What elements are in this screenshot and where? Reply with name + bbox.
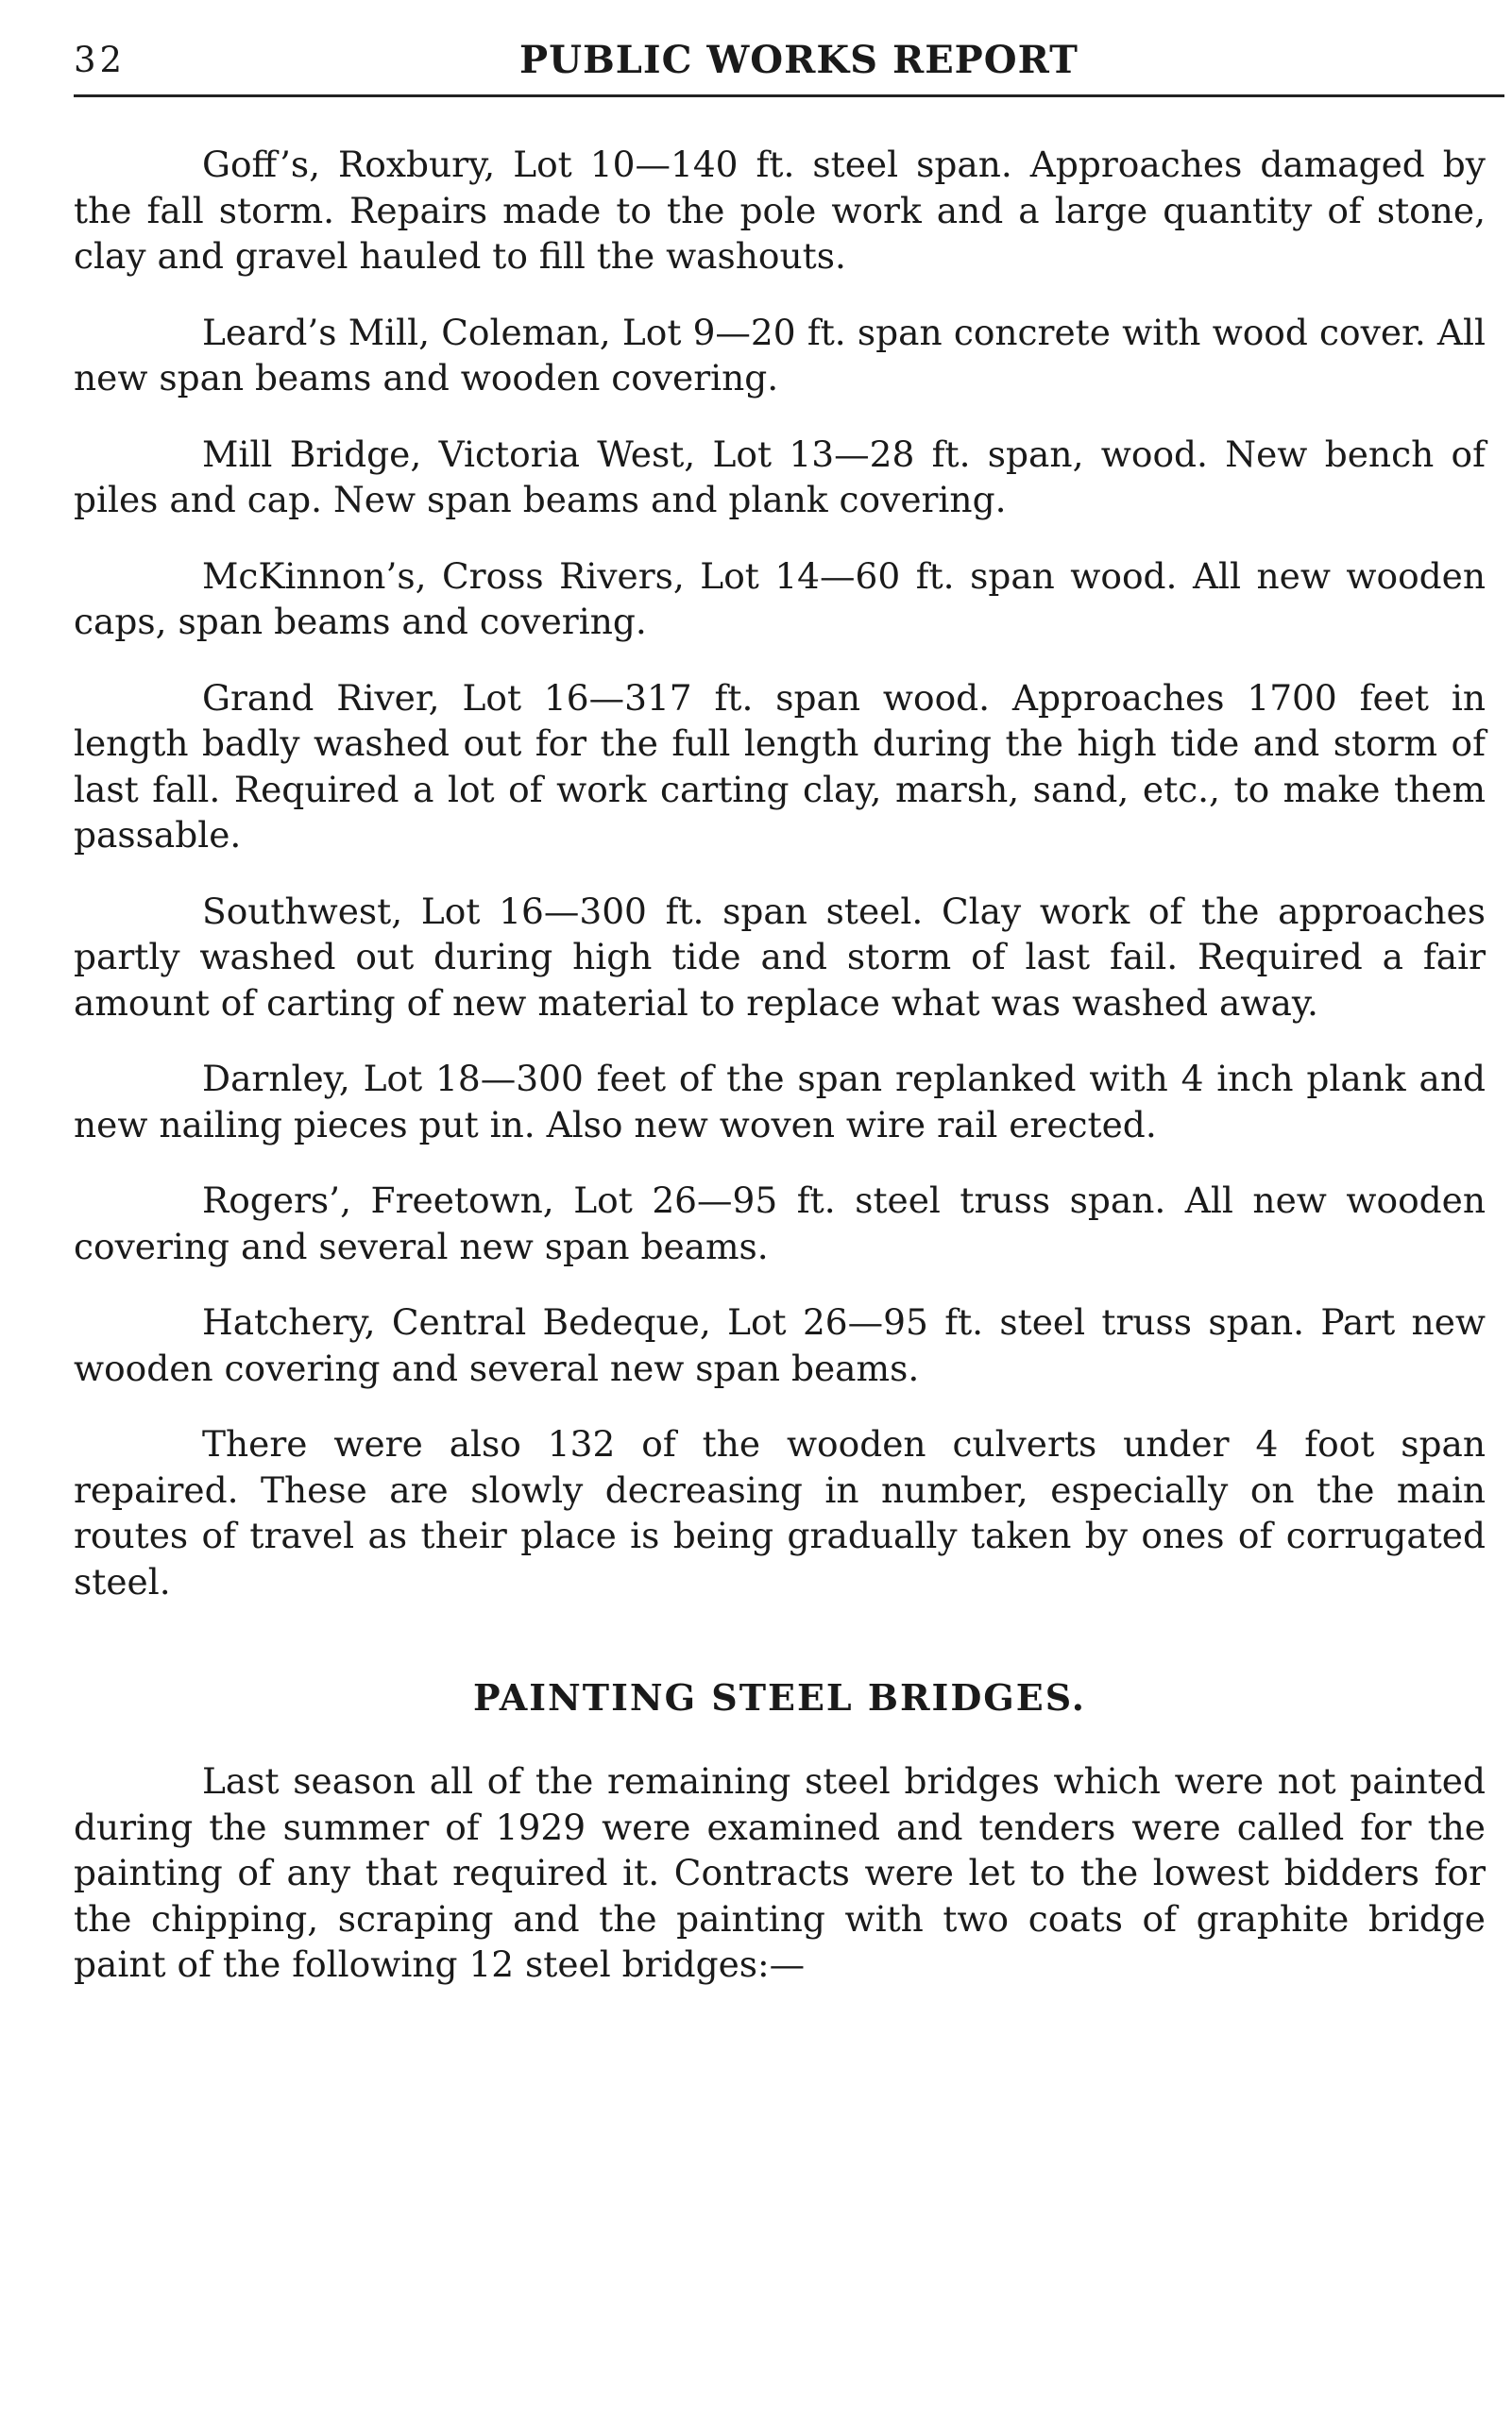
paragraph-goffs-roxbury: Goff’s, Roxbury, Lot 10—140 ft. steel span. Approaches damaged by the fall storm. Repairs made to the pole work and a large quantity of stone, clay and gravel hauled to fill the washouts. <box>74 144 1486 277</box>
section-heading: PAINTING STEEL BRIDGES. <box>472 1676 1087 1719</box>
paragraph-mckinnons: McKinnon’s, Cross Rivers, Lot 14—60 ft. span wood. All new wooden caps, span beams and covering. <box>74 554 1486 642</box>
paragraph-grand-river: Grand River, Lot 16—317 ft. span wood. Approaches 1700 feet in length badly washed out for the full length during the high tide and storm of last fall. Required a lot of work carting clay, marsh, sand, etc., to make them passable. <box>74 676 1486 856</box>
paragraph-hatchery: Hatchery, Central Bedeque, Lot 26—95 ft. steel truss span. Part new wooden covering and several new span beams. <box>74 1301 1486 1389</box>
running-head: PUBLIC WORKS REPORT <box>519 38 1079 82</box>
page-body <box>74 142 1486 2018</box>
page-number: 32 <box>74 40 127 80</box>
paragraph-painting: Last season all of the remaining steel bridges which were not painted during the summer of 1929 were examined and tenders were called for the painting of any that required it. Contracts were let to the lowest bidders for the chipping, scraping and the painting with two coats of graphite bridge paint of the following 12 steel bridges:— <box>74 1760 1486 1985</box>
paragraph-culverts: There were also 132 of the wooden culverts under 4 foot span repaired. These are slowly decreasing in number, especially on the main routes of travel as their place is being gradually taken by ones of corrugated steel. <box>74 1423 1486 1603</box>
paragraph-rogers-freetown: Rogers’, Freetown, Lot 26—95 ft. steel truss span. All new wooden covering and several new span beams. <box>74 1179 1486 1267</box>
paragraph-southwest: Southwest, Lot 16—300 ft. span steel. Clay work of the approaches partly washed out during high tide and storm of last fail. Required a fair amount of carting of new material to replace what was washed away. <box>74 890 1486 1024</box>
header-rule <box>74 94 1504 97</box>
page-header <box>74 32 1504 87</box>
paragraph-darnley: Darnley, Lot 18—300 feet of the span replanked with 4 inch plank and new nailing pieces put in. Also new woven wire rail erected. <box>74 1058 1486 1145</box>
paragraph-leards-mill: Leard’s Mill, Coleman, Lot 9—20 ft. span concrete with wood cover. All new span beams and wooden covering. <box>74 311 1486 399</box>
paragraph-mill-bridge: Mill Bridge, Victoria West, Lot 13—28 ft. span, wood. New bench of piles and cap. New span beams and plank covering. <box>74 433 1486 520</box>
